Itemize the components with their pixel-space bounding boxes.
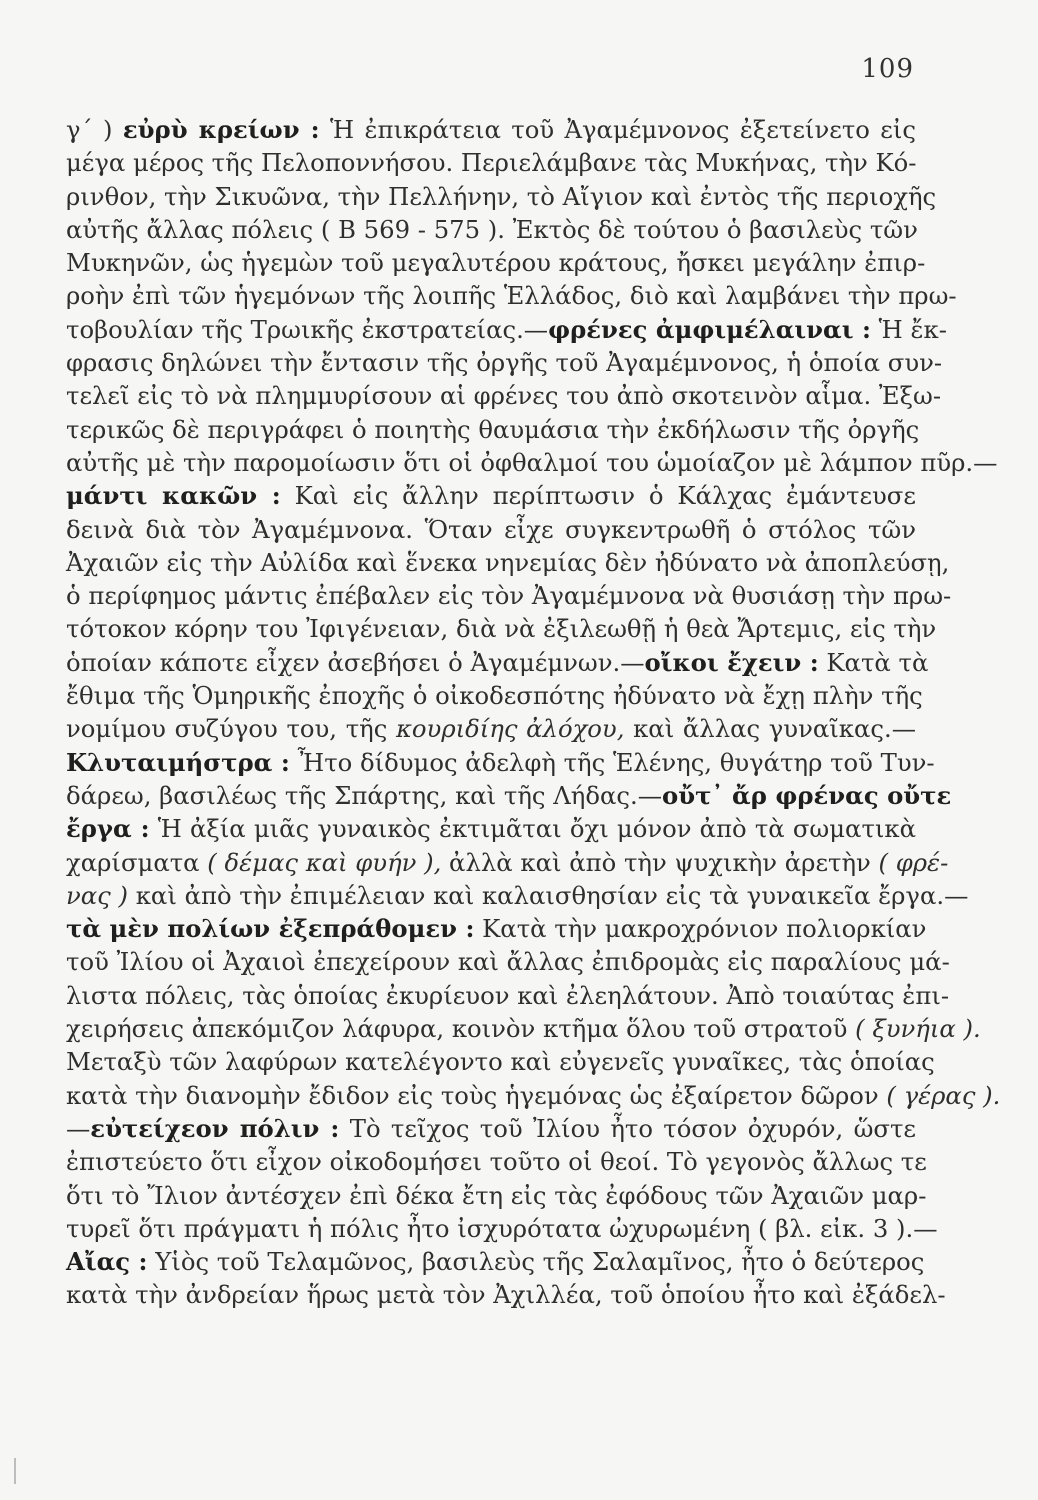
text-line <box>66 945 950 978</box>
text-line <box>66 113 916 146</box>
text-line <box>66 812 916 845</box>
text-run: Ἦτο δίδυμος ἀδελφὴ τῆς Ἑλένης, θυγάτηρ τοῦ Τυν- <box>289 747 935 777</box>
text-line <box>66 1112 916 1145</box>
text-line <box>66 712 916 745</box>
text-run: τότοκον κόρην του Ἰφιγένειαν, διὰ νὰ ἐξιλεωθῇ ἡ θεὰ Ἄρτεμις, εἰς τὴν <box>66 614 937 644</box>
text-run: τοβουλίαν τῆς Τρωικῆς ἐκστρατείας.— <box>66 314 549 344</box>
text-run: ἐπιστεύετο ὅτι εἶχον οἰκοδομήσει τοῦτο οἱ θεοί. Τὸ γεγονὸς ἄλλως τε <box>66 1147 927 1177</box>
text-line <box>66 646 929 679</box>
text-run: κατὰ τὴν διανομὴν ἔδιδον εἰς τοὺς ἡγεμόνας ὡς ἐξαίρετον δῶρον <box>66 1080 887 1110</box>
scan-margin-mark <box>14 1458 16 1484</box>
text-line <box>66 246 926 279</box>
lemma-heading: εὐρὺ κρείων : <box>122 115 320 144</box>
text-run: καὶ ἀπὸ τὴν ἐπιμέλειαν καὶ καλαισθησίαν εἰς τὰ γυναικεῖα ἔργα.— <box>128 880 969 910</box>
text-run: Ἡ ἀξία μιᾶς γυναικὸς ἐκτιμᾶται ὄχι μόνον ἀπὸ τὰ σωματικὰ <box>149 814 917 844</box>
text-run: ὅτι τὸ Ἴλιον ἀντέσχεν ἐπὶ δέκα ἔτη εἰς τὰς ἐφόδους τῶν Ἀχαιῶν μαρ- <box>66 1180 927 1210</box>
text-run: Ἀχαιῶν εἰς τὴν Αὐλίδα καὶ ἕνεκα νηνεμίας δὲν ἠδύνατο νὰ ἀποπλεύσῃ, <box>66 547 950 577</box>
lemma-heading: οὔτ᾽ ἄρ φρένας οὔτε <box>662 780 952 810</box>
text-line <box>66 479 916 512</box>
quoted-term: ( φρέ- <box>878 847 949 877</box>
text-line <box>66 279 957 312</box>
text-run: Τὸ τεῖχος τοῦ Ἰλίου ἦτο τόσον ὀχυρόν, ὥστε <box>339 1113 916 1143</box>
text-line <box>66 1145 927 1178</box>
text-line <box>66 146 916 179</box>
text-line <box>66 912 927 945</box>
text-line <box>66 1278 946 1311</box>
text-run: ροὴν ἐπὶ τῶν ἡγεμόνων τῆς λοιπῆς Ἑλλάδος, διὸ καὶ λαμβάνει τὴν πρω- <box>66 281 957 311</box>
text-line <box>66 1045 935 1078</box>
text-line <box>66 180 937 213</box>
text-run: ὁ περίφημος μάντις ἐπέβαλεν εἰς τὸν Ἀγαμέμνονα νὰ θυσιάσῃ τὴν πρω- <box>66 581 952 611</box>
text-line <box>66 1012 981 1045</box>
text-run: τερικῶς δὲ περιγράφει ὁ ποιητὴς θαυμάσια τὴν ἐκδήλωσιν τῆς ὀργῆς <box>66 414 920 444</box>
text-line <box>66 1212 938 1245</box>
text-run: χαρίσματα <box>66 847 208 877</box>
lemma-heading: Κλυταιμήστρα : <box>66 747 290 777</box>
quoted-term: κουριδίης ἀλόχου, <box>396 714 625 744</box>
text-line <box>66 546 950 579</box>
text-run: φρασις δηλώνει τὴν ἔντασιν τῆς ὀργῆς τοῦ Ἀγαμέμνονος, ἡ ὁποία συν- <box>66 348 943 378</box>
text-run: Μεταξὺ τῶν λαφύρων κατελέγοντο καὶ εὐγενεῖς γυναῖκες, τὰς ὁποίας <box>66 1047 935 1077</box>
text-run: κατὰ τὴν ἀνδρείαν ἥρως μετὰ τὸν Ἀχιλλέα, τοῦ ὁποίου ἦτο καὶ ἐξάδελ- <box>66 1280 946 1310</box>
text-run: χειρήσεις ἀπεκόμιζον λάφυρα, κοινὸν κτῆμα ὅλου τοῦ στρατοῦ <box>66 1014 856 1044</box>
text-line <box>66 446 998 479</box>
text-run: αὐτῆς ἄλλας πόλεις ( Β 569 - 575 ). Ἐκτὸς δὲ τούτου ὁ βασιλεὺς τῶν <box>66 214 918 244</box>
text-run: Μυκηνῶν, ὡς ἡγεμὼν τοῦ μεγαλυτέρου κράτους, ἤσκει μεγάλην ἐπιρ- <box>66 248 926 278</box>
text-run: δάρεω, βασιλέως τῆς Σπάρτης, καὶ τῆς Λήδας.— <box>66 780 663 810</box>
lemma-heading: φρένες ἀμφιμέλαιναι : <box>548 314 871 344</box>
lemma-heading: οἴκοι ἔχειν : <box>644 647 819 677</box>
text-line <box>66 313 947 346</box>
text-run: αὐτῆς μὲ τὴν παρομοίωσιν ὅτι οἱ ὀφθαλμοί του ὡμοίαζον μὲ λάμπον πῦρ.— <box>66 447 998 477</box>
text-run: Ἡ ἐπικράτεια τοῦ Ἀγαμέμνονος ἐξετείνετο εἰς <box>319 115 916 144</box>
text-line <box>66 846 949 879</box>
lemma-heading: Αἴας : <box>66 1247 148 1277</box>
page-number: 109 <box>861 54 914 84</box>
text-line <box>66 879 969 912</box>
text-run: Καὶ εἰς ἄλλην περίπτωσιν ὁ Κάλχας ἐμάντευσε <box>280 481 916 511</box>
lemma-heading: μάντι κακῶν : <box>66 481 281 511</box>
text-line <box>66 1079 1001 1112</box>
text-line <box>66 346 943 379</box>
text-run: — <box>66 1113 91 1143</box>
text-run: ὁποίαν κάποτε εἶχεν ἀσεβήσει ὁ Ἀγαμέμνων.— <box>66 647 645 677</box>
text-run: Υἱὸς τοῦ Τελαμῶνος, βασιλεὺς τῆς Σαλαμῖνος, ἦτο ὁ δεύτερος <box>147 1247 925 1277</box>
text-line <box>66 213 916 246</box>
text-line <box>66 413 920 446</box>
text-run: καὶ ἄλλας γυναῖκας.— <box>624 714 917 744</box>
text-run: ἀλλὰ καὶ ἀπὸ τὴν ψυχικὴν ἀρετὴν <box>441 847 879 877</box>
text-line <box>66 612 937 645</box>
text-line <box>66 513 916 546</box>
text-line <box>66 1245 925 1278</box>
lemma-heading: ἔργα : <box>66 814 150 844</box>
text-run: Κατὰ τὴν μακροχρόνιον πολιορκίαν <box>474 914 927 944</box>
quoted-term: ( γέρας ). <box>886 1080 1001 1110</box>
text-run: ἔθιμα τῆς Ὁμηρικῆς ἐποχῆς ὁ οἰκοδεσπότης ἠδύνατο νὰ ἔχῃ πλὴν τῆς <box>66 681 923 711</box>
text-line <box>66 746 935 779</box>
text-run: Κατὰ τὰ <box>818 647 929 677</box>
text-line <box>66 779 952 812</box>
text-line <box>66 379 942 412</box>
text-run: τελεῖ εἰς τὸ νὰ πλημμυρίσουν αἱ φρένες του ἀπὸ σκοτεινὸν αἷμα. Ἐξω- <box>66 381 942 411</box>
text-line <box>66 1179 927 1212</box>
text-run: Ἡ ἔκ- <box>870 314 947 344</box>
text-run: ρινθον, τὴν Σικυῶνα, τὴν Πελλήνην, τὸ Αἴγιον καὶ ἐντὸς τῆς περιοχῆς <box>66 181 937 211</box>
lemma-heading: εὐτείχεον πόλιν : <box>90 1113 340 1143</box>
quoted-term: ( ξυνήια ). <box>855 1014 981 1044</box>
quoted-term: νας ) <box>66 880 128 910</box>
text-run: νομίμου συζύγου του, τῆς <box>66 714 396 744</box>
text-run: λιστα πόλεις, τὰς ὁποίας ἐκυρίευον καὶ ἐλεηλάτουν. Ἀπὸ τοιαύτας ἐπι- <box>66 980 950 1010</box>
text-run: δεινὰ διὰ τὸν Ἀγαμέμνονα. Ὅταν εἶχε συγκεντρωθῆ ὁ στόλος τῶν <box>66 514 916 544</box>
text-run: μέγα μέρος τῆς Πελοποννήσου. Περιελάμβανε τὰς Μυκήνας, τὴν Κό- <box>66 148 917 178</box>
text-run: γ΄ ) <box>66 115 123 144</box>
commentary-text <box>66 113 1001 1312</box>
text-line <box>66 679 923 712</box>
text-line <box>66 979 950 1012</box>
text-run: τυρεῖ ὅτι πράγματι ἡ πόλις ἦτο ἰσχυρότατα ὠχυρωμένη ( βλ. εἰκ. 3 ).— <box>66 1213 938 1243</box>
text-line <box>66 579 952 612</box>
lemma-heading: τὰ μὲν πολίων ἐξεπράθομεν : <box>66 914 475 944</box>
text-run: τοῦ Ἰλίου οἱ Ἀχαιοὶ ἐπεχείρουν καὶ ἄλλας ἐπιδρομὰς εἰς παραλίους μά- <box>66 947 950 977</box>
quoted-term: ( δέμας καὶ φυήν ), <box>207 847 442 877</box>
